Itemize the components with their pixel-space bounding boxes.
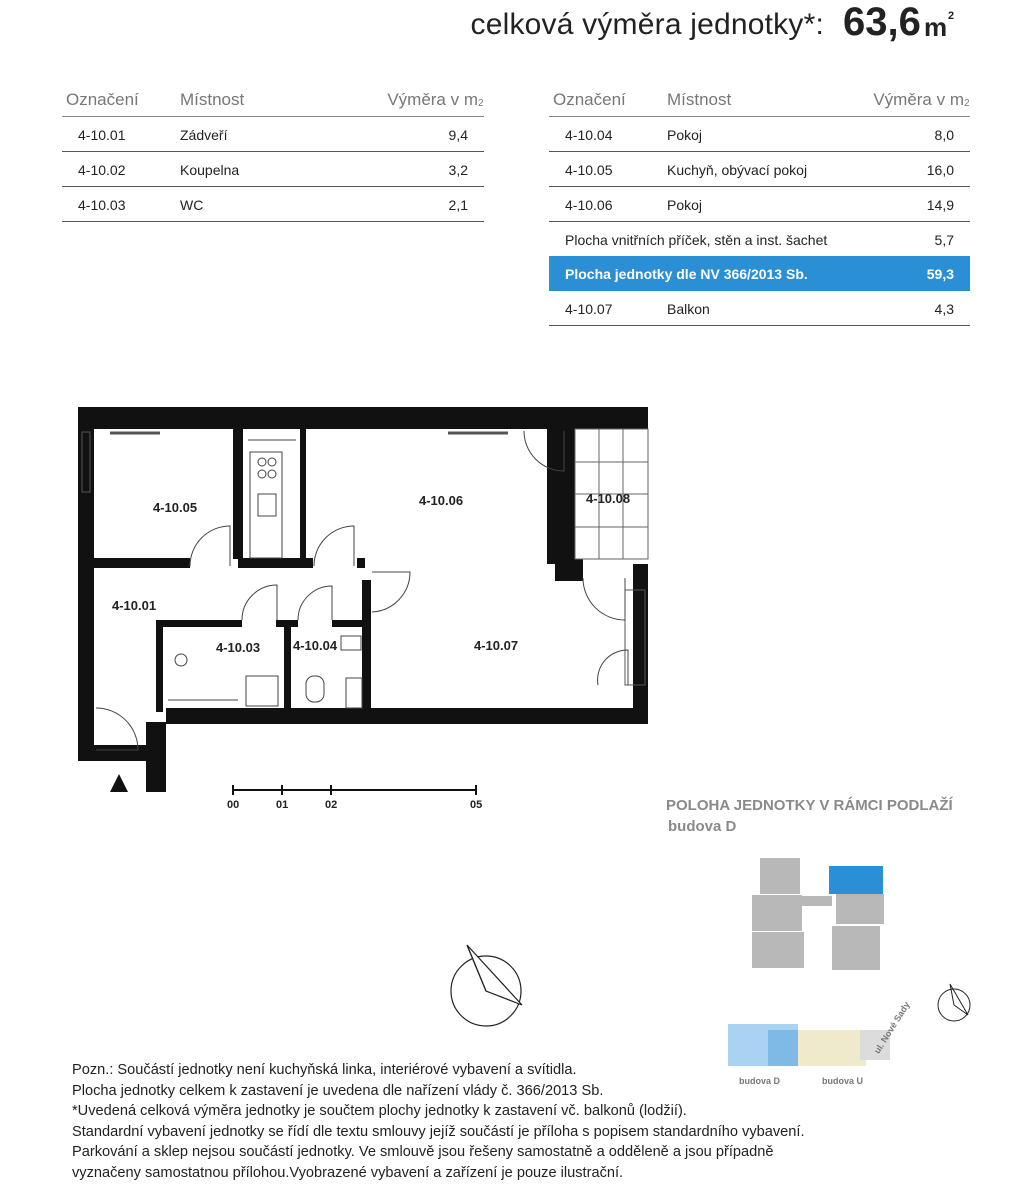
position-subtitle: budova D — [668, 818, 737, 835]
position-title: POLOHA JEDNOTKY V RÁMCI PODLAŽÍ — [666, 797, 953, 814]
notes — [72, 1060, 952, 1183]
room-code: 4-10.05 — [565, 162, 613, 178]
plan-label-4-10-03: 4-10.03 — [216, 640, 261, 655]
room-code: 4-10.02 — [78, 162, 126, 178]
note-line: Plocha jednotky celkem k zastavení je uvedena dle nařízení vlády č. 366/2013 Sb. — [72, 1082, 604, 1099]
map-label-street: ul. Nové Sady — [872, 999, 912, 1056]
kitchen-unit — [248, 440, 296, 558]
plan-label-4-10-04: 4-10.04 — [293, 638, 338, 653]
room-name: Balkon — [667, 301, 710, 317]
total-area-unit: m — [924, 12, 948, 42]
scale-label-00: 00 — [227, 799, 240, 811]
total-area-label: celková výměra jednotky*: — [470, 8, 824, 41]
note-line: *Uvedená celková výměra jednotky je součtem plochy jednotky k zastavení vč. balkonů (lodžií). — [72, 1103, 687, 1119]
note-line: Parkování a sklep nejsou součástí jednotky. Ve smlouvě jsou řešeny samostatně a odděleně a jsou případně — [72, 1144, 774, 1160]
unit-position-highlight — [829, 866, 883, 894]
plan-label-4-10-01: 4-10.01 — [112, 598, 157, 613]
room-area: 2,1 — [448, 197, 468, 213]
total-area-value: 63,6 — [843, 0, 921, 44]
plan-label-4-10-05: 4-10.05 — [153, 500, 198, 515]
plan-label-4-10-06: 4-10.06 — [419, 493, 464, 508]
note-line: vyznačeny samostatnou přílohou.Vyobrazené vybavení a zařízení je pouze ilustrační. — [72, 1164, 624, 1181]
header-area-sup: 2 — [478, 98, 484, 109]
plan-label-4-10-07: 4-10.07 — [474, 638, 519, 653]
map-label-building-d: budova D — [739, 1076, 781, 1086]
entrance-arrow-icon — [110, 774, 128, 792]
room-area: 4,3 — [934, 301, 954, 317]
header-area-text: Výměra v m — [387, 90, 478, 109]
room-code: 4-10.06 — [565, 197, 613, 213]
room-name: Pokoj — [667, 197, 703, 213]
header-area-sup: 2 — [964, 98, 970, 109]
total-area-unit-sup: 2 — [948, 10, 955, 22]
room-code: 4-10.03 — [78, 197, 126, 213]
room-area: 14,9 — [926, 197, 954, 213]
room-name: Kuchyň, obývací pokoj — [667, 162, 808, 178]
scale-label-05: 05 — [470, 799, 483, 811]
note-line: Standardní vybavení jednotky se řídí dle textu smlouvy jejíž součástí je příloha s popisem standardního vybavení. — [72, 1123, 805, 1140]
header-area-text: Výměra v m — [873, 90, 964, 109]
plan-walls — [78, 407, 648, 792]
unit-area-value: 59,3 — [926, 266, 954, 282]
room-area: 3,2 — [448, 162, 468, 178]
note-line: Pozn.: Součástí jednotky není kuchyňská linka, interiérové vybavení a svítidla. — [72, 1062, 577, 1078]
partitions-area: 5,7 — [934, 232, 954, 248]
room-code: 4-10.04 — [565, 127, 613, 143]
plan-label-4-10-08: 4-10.08 — [586, 491, 631, 506]
unit-area-label: Plocha jednotky dle NV 366/2013 Sb. — [565, 266, 808, 282]
site-position-map — [728, 858, 890, 1066]
room-area: 9,4 — [448, 127, 468, 143]
map-label-building-u: budova U — [822, 1076, 864, 1086]
room-name: Zádveří — [180, 127, 228, 143]
room-name: Pokoj — [667, 127, 703, 143]
room-area: 16,0 — [926, 162, 954, 178]
north-arrow-small-icon — [938, 984, 970, 1021]
north-arrow-icon — [451, 945, 522, 1026]
partitions-label: Plocha vnitřních příček, stěn a inst. šachet — [565, 232, 828, 248]
room-name: WC — [180, 197, 204, 213]
room-name: Koupelna — [180, 162, 240, 178]
header-room: Místnost — [180, 90, 245, 109]
scale-label-02: 02 — [325, 799, 338, 811]
room-area: 8,0 — [934, 127, 954, 143]
scale-label-01: 01 — [276, 799, 289, 811]
header-code: Označení — [66, 90, 139, 109]
room-code: 4-10.07 — [565, 301, 613, 317]
header-code: Označení — [553, 90, 626, 109]
room-code: 4-10.01 — [78, 127, 126, 143]
scale-bar — [233, 785, 476, 795]
header-room: Místnost — [667, 90, 732, 109]
